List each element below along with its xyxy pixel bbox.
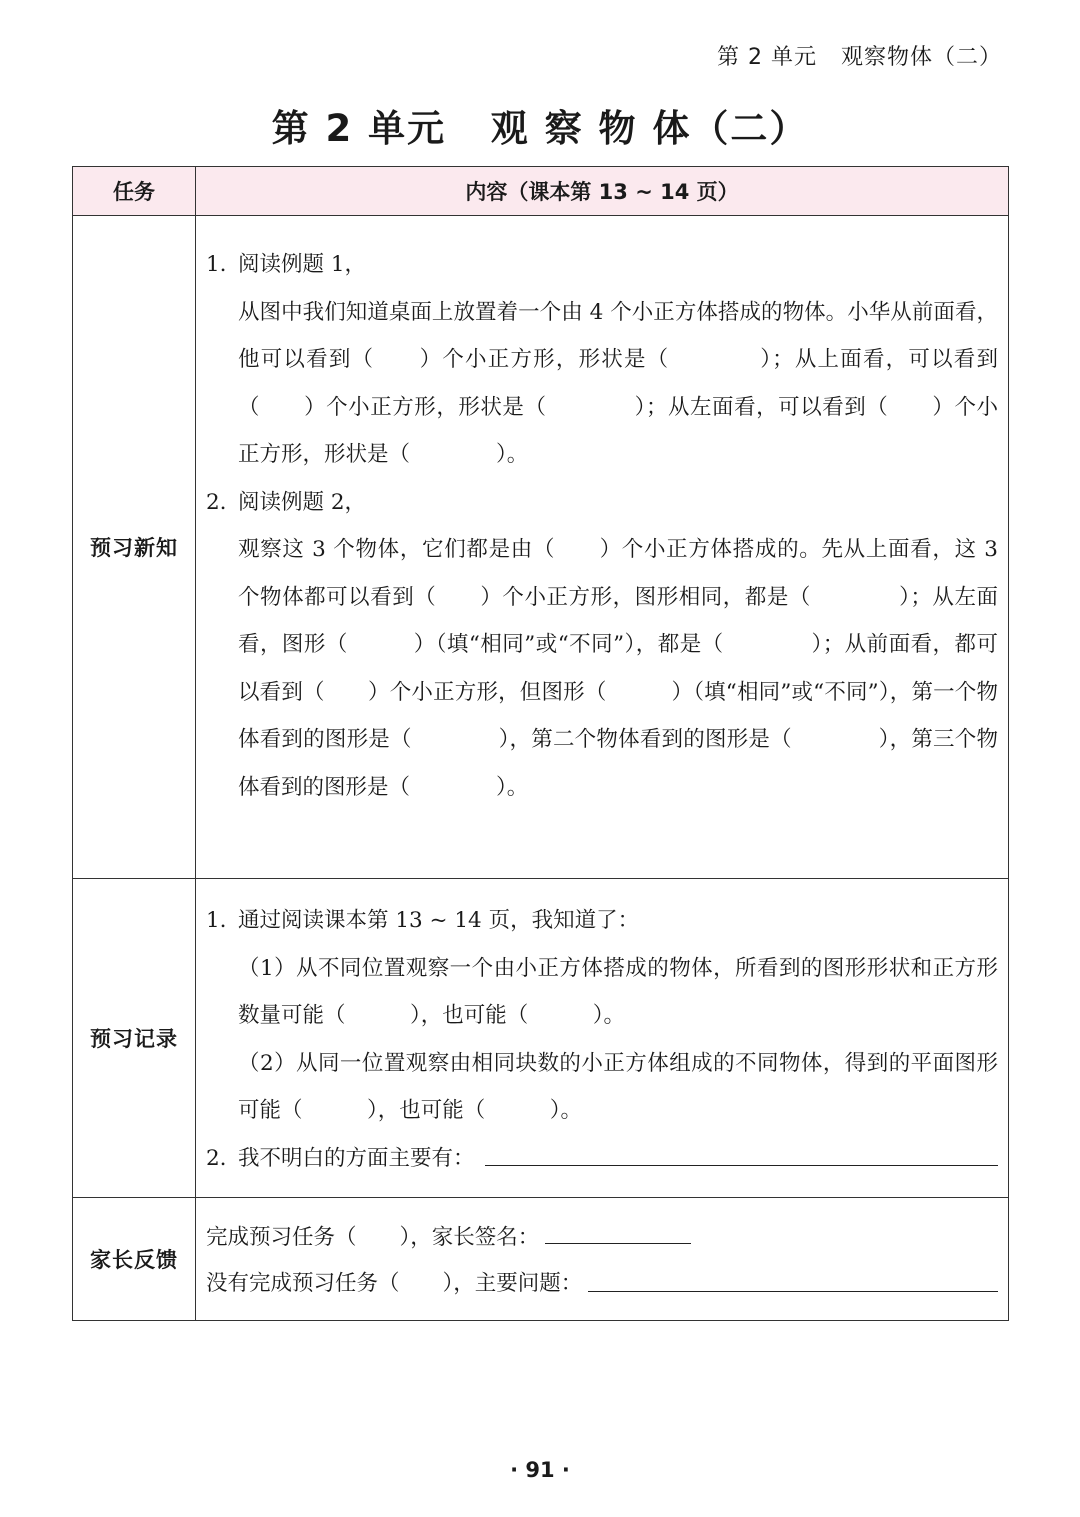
- record-item-2-text: 我不明白的方面主要有：: [238, 1145, 475, 1171]
- signature-blank-line[interactable]: [545, 1213, 691, 1244]
- table-row-record: [73, 879, 1009, 1198]
- page-number: · 91 ·: [510, 1458, 570, 1482]
- table-header-row: [73, 167, 1009, 216]
- preview-item-2-head: [206, 479, 998, 527]
- record-item-1-title: 通过阅读课本第 13 ~ 14 页，我知道了：: [238, 908, 640, 933]
- record-content: [196, 879, 1009, 1198]
- record-item-1-head: [206, 897, 998, 945]
- preview-item-2-text: 观察这 3 个物体，它们都是由（ ）个小正方体搭成的。先从上面看，这 3 个物体都可以看到（ ）个小正方形，图形相同，都是（ ）；从左面看，图形（ ）（填“相同”或“不同”），都是（ ）；从前面看，都可以看到（ ）个小正方形，但图形（ ）（填“相同”或“不同”），第一个物体看到的图形是（ ），第二个物体看到的图形是（ ），第三个物体看到的图形是（ ）。: [238, 537, 998, 800]
- preview-item-2-title: 阅读例题 2，: [238, 489, 367, 515]
- task-label-preview: 预习新知: [73, 216, 196, 879]
- task-label-record: 预习记录: [73, 879, 196, 1198]
- page-title: 第 2 单元 观 察 物 体（二）: [271, 107, 809, 150]
- record-item-2-head: [206, 1135, 998, 1183]
- column-header-content: 内容（课本第 13 ~ 14 页）: [196, 167, 1009, 216]
- table-row-parent-feedback: [73, 1198, 1009, 1321]
- preview-worksheet-table: [72, 166, 1009, 1321]
- column-header-task: 任务: [73, 167, 196, 216]
- parent-feedback-content: [196, 1198, 1009, 1321]
- preview-content: [196, 216, 1009, 879]
- parent-feedback-line-1-text: 完成预习任务（ ），家长签名：: [206, 1225, 540, 1250]
- parent-feedback-line-2-text: 没有完成预习任务（ ），主要问题：: [206, 1271, 583, 1296]
- item-number: 2.: [206, 1145, 227, 1171]
- table-row-preview: [73, 216, 1009, 879]
- item-number: 1.: [206, 908, 227, 933]
- record-item-1-sub2: （2）从同一位置观察由相同块数的小正方体组成的不同物体，得到的平面图形可能（ ），也可能（ ）。: [238, 1050, 998, 1123]
- preview-item-1-title: 阅读例题 1，: [238, 252, 367, 277]
- preview-item-1-text: 从图中我们知道桌面上放置着一个由 4 个小正方体搭成的物体。小华从前面看，他可以看到（ ）个小正方形，形状是（ ）；从上面看，可以看到（ ）个小正方形，形状是（ ）；从左面看，可以看到（ ）个小正方形，形状是（ ）。: [238, 299, 998, 467]
- record-item-1-sub1: （1）从不同位置观察一个由小正方体搭成的物体，所看到的图形形状和正方形数量可能（ ），也可能（ ）。: [238, 955, 998, 1028]
- parent-feedback-line-2: [206, 1261, 998, 1307]
- running-header: 第 2 单元 观察物体（二）: [717, 45, 1002, 70]
- item-number: 1.: [206, 252, 227, 277]
- preview-item-1-head: [206, 241, 998, 289]
- item-number: 2.: [206, 489, 227, 515]
- task-label-parent-feedback: 家长反馈: [73, 1198, 196, 1321]
- parent-feedback-line-1: [206, 1213, 998, 1261]
- problem-blank-line[interactable]: [588, 1261, 998, 1292]
- answer-blank-line[interactable]: [485, 1135, 998, 1166]
